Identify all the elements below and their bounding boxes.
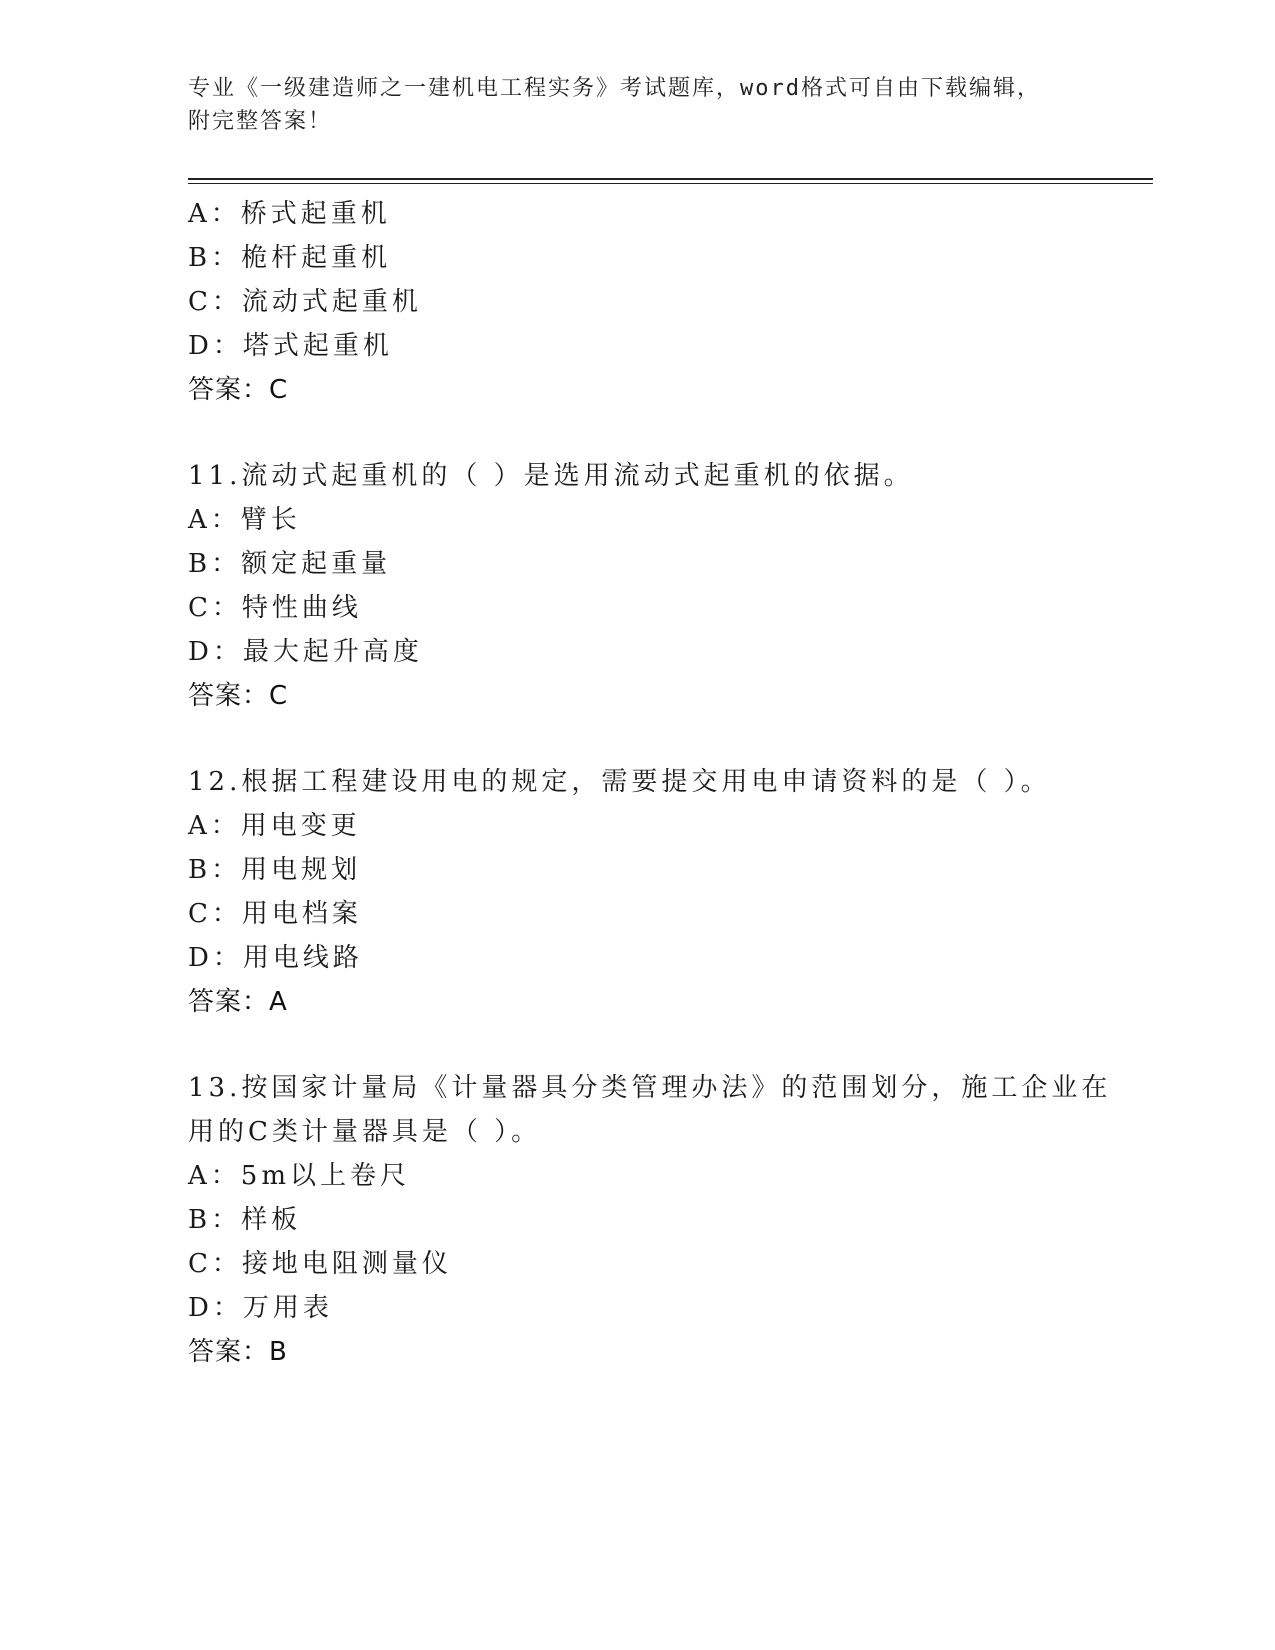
q11-answer: 答案：C: [188, 681, 289, 711]
q13-question-line-2: 用的C类计量器具是（ ）。: [188, 1117, 542, 1147]
q13-option-a: A：5m以上卷尺: [188, 1161, 410, 1191]
q11-option-c: C：特性曲线: [188, 593, 362, 623]
q13-option-b: B：样板: [188, 1205, 302, 1235]
header-divider-thin: [188, 183, 1153, 184]
q11-question: 11.流动式起重机的（ ）是选用流动式起重机的依据。: [188, 461, 914, 491]
q13-option-c: C：接地电阻测量仪: [188, 1249, 452, 1279]
q10-option-a: A：桥式起重机: [188, 199, 391, 229]
q10-option-b: B：桅杆起重机: [188, 243, 392, 273]
q11-option-a: A：臂长: [188, 505, 301, 535]
q13-option-d: D：万用表: [188, 1293, 333, 1323]
q12-option-d: D：用电线路: [188, 943, 363, 973]
q10-option-d: D：塔式起重机: [188, 331, 393, 361]
q10-answer: 答案：C: [188, 375, 289, 405]
q12-option-c: C：用电档案: [188, 899, 362, 929]
q11-option-d: D：最大起升高度: [188, 637, 423, 667]
header-line-1: 专业《一级建造师之一建机电工程实务》考试题库，word格式可自由下载编辑，: [188, 76, 1041, 101]
q13-question-line-1: 13.按国家计量局《计量器具分类管理办法》的范围划分，施工企业在: [188, 1073, 1112, 1103]
q12-question: 12.根据工程建设用电的规定，需要提交用电申请资料的是（ ）。: [188, 767, 1051, 797]
q13-answer: 答案：B: [188, 1337, 288, 1367]
q12-option-b: B：用电规划: [188, 855, 362, 885]
header-line-2: 附完整答案！: [188, 109, 333, 134]
q11-option-b: B：额定起重量: [188, 549, 392, 579]
q12-answer: 答案：A: [188, 987, 288, 1017]
document-header: [188, 72, 1088, 138]
q12-option-a: A：用电变更: [188, 811, 361, 841]
q10-option-c: C：流动式起重机: [188, 287, 422, 317]
header-divider-thick: [188, 178, 1153, 180]
